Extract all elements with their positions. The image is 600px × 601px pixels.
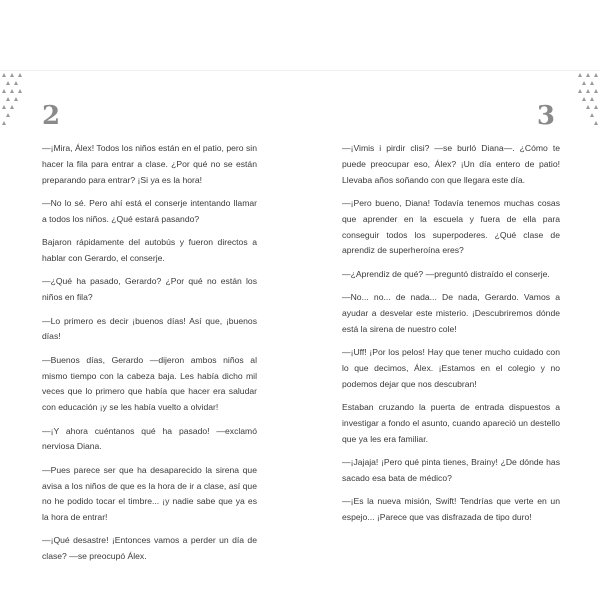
- paragraph: —¡Jajaja! ¡Pero qué pinta tienes, Brainy! ¿De dónde has sacado esa bata de médico?: [342, 457, 560, 483]
- paragraph: —Buenos días, Gerardo —dijeron ambos niños al mismo tiempo con la cabeza baja. Les había dicho mil veces que lo primero que había que hacer era saludar con educación ¡y se les había vuelto a olvidar!: [42, 354, 257, 413]
- paragraph: —¡Mira, Álex! Todos los niños están en el patio, pero sin hacer la fila para entrar a clase. ¿Por qué no se están preparando para entrar? ¡Si ya es la hora!: [42, 143, 257, 185]
- right-page: [300, 71, 600, 601]
- paragraph: —¡Y ahora cuéntanos qué ha pasado! —exclamó nerviosa Diana.: [42, 425, 257, 452]
- paragraph: —No lo sé. Pero ahí está el conserje intentando llamar a todos los niños. ¿Qué estará pasando?: [42, 197, 257, 224]
- page-text: [342, 141, 560, 533]
- triangle-pattern-decoration: [574, 71, 600, 151]
- paragraph: —¿Aprendiz de qué? —preguntó distraído el conserje.: [342, 268, 550, 279]
- paragraph: —No... no... de nada... De nada, Gerardo. Vamos a ayudar a desvelar este misterio. ¡Descubriremos dónde está la sirena de nuestro cole!: [342, 292, 560, 334]
- book-spread: [0, 70, 600, 601]
- paragraph: —Pues parece ser que ha desaparecido la sirena que avisa a los niños de que es la hora de ir a clase, así que no he podido tocar el timbre... ¡y nadie sabe que ya es la hora de entrar!: [42, 464, 257, 523]
- left-page: [0, 71, 300, 601]
- paragraph: Bajaron rápidamente del autobús y fueron directos a hablar con Gerardo, el conserje.: [42, 237, 257, 263]
- triangle-pattern-decoration: [0, 71, 26, 151]
- paragraph: —¡Uff! ¡Por los pelos! Hay que tener mucho cuidado con lo que decimos, Álex. ¡Estamos en el colegio y no podemos dejar que nos descubran!: [342, 347, 560, 389]
- page-number: 2: [42, 101, 61, 131]
- paragraph: —Lo primero es decir ¡buenos días! Así que, ¡buenos días!: [42, 315, 257, 342]
- paragraph: —¡Qué desastre! ¡Entonces vamos a perder un día de clase? —se preocupó Álex.: [42, 535, 257, 562]
- page-number: 3: [536, 101, 555, 131]
- paragraph: Estaban cruzando la puerta de entrada dispuestos a investigar a fondo el asunto, cuando apareció un destello que ya les era familiar.: [342, 402, 560, 444]
- page-text: [42, 141, 257, 573]
- paragraph: —¡Vimis i pirdir clisi? —se burló Diana—. ¿Cómo te puede preocupar eso, Álex? ¡Un día entero de patio! Llevaba años soñando con que llegara este día.: [342, 143, 560, 185]
- paragraph: —¡Es la nueva misión, Swift! Tendrías que verte en un espejo... ¡Parece que vas disfrazada de tipo duro!: [342, 496, 560, 523]
- paragraph: —¡Pero bueno, Diana! Todavía tenemos muchas cosas que aprender en la escuela y fuera de ella para conseguir todos los superpoderes. ¿Qué clase de aprendiz de superheroína eres?: [342, 197, 560, 256]
- paragraph: —¿Qué ha pasado, Gerardo? ¿Por qué no están los niños en fila?: [42, 276, 257, 303]
